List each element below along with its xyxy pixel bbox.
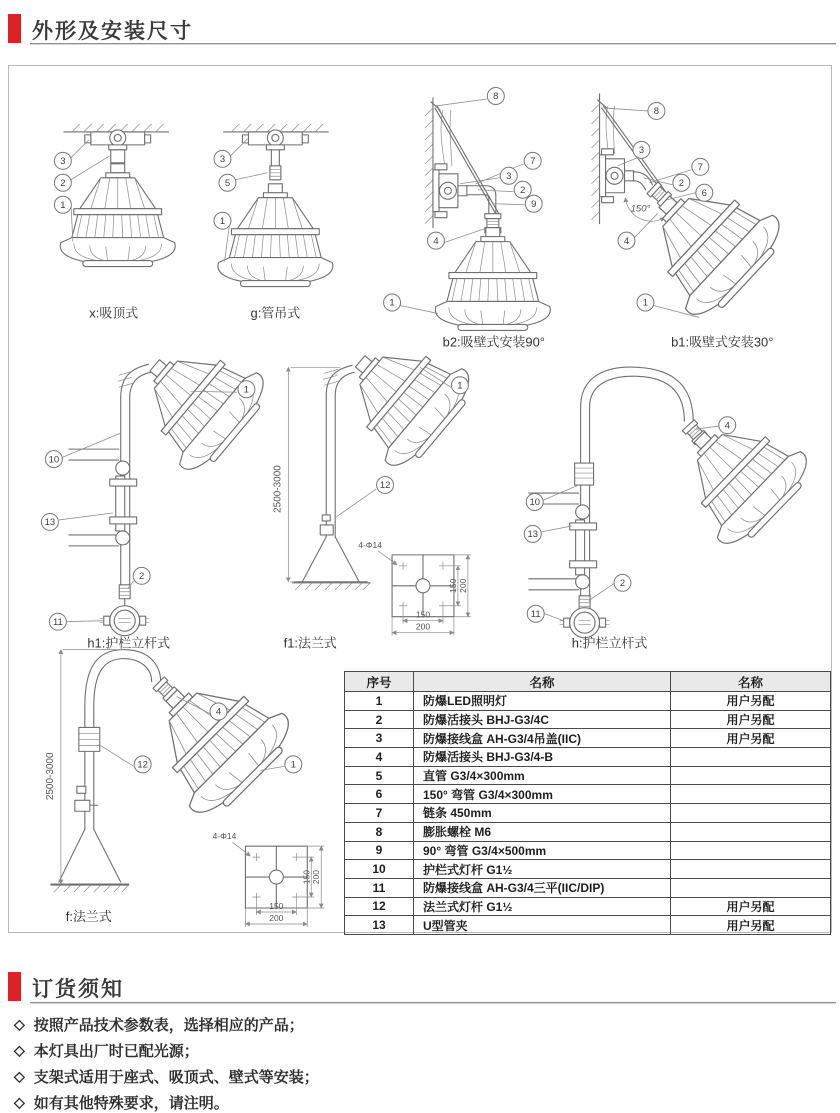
- diamond-bullet: ◇: [14, 1042, 25, 1058]
- flange-holes-label: 4-Φ14: [358, 539, 382, 550]
- diagram-caption: g:管吊式: [250, 305, 301, 321]
- callout: [527, 605, 544, 622]
- col-header: 序号: [345, 672, 414, 692]
- callout: [524, 152, 541, 169]
- svg-text:11: 11: [530, 608, 541, 620]
- svg-text:5: 5: [224, 177, 231, 189]
- callout: [133, 567, 150, 584]
- svg-text:1: 1: [219, 215, 226, 227]
- diagram-caption: b2:吸壁式安装90°: [442, 334, 546, 350]
- callout: [377, 477, 394, 494]
- svg-text:3: 3: [506, 170, 512, 182]
- diagram-h1-guardrail-pole: [41, 319, 276, 651]
- callout: [648, 102, 665, 119]
- callout: [45, 451, 62, 468]
- svg-text:1: 1: [389, 297, 395, 309]
- callout: [41, 513, 58, 530]
- callout: [618, 232, 635, 249]
- callout: [614, 574, 631, 591]
- diagram-caption: h1:护栏立杆式: [87, 635, 171, 651]
- note-item: [14, 1092, 229, 1113]
- diamond-bullet: ◇: [14, 1094, 25, 1110]
- note-item: [14, 1014, 304, 1035]
- col-header: 名称: [414, 672, 671, 692]
- svg-text:9: 9: [531, 198, 537, 210]
- ground-hatch: [292, 583, 370, 590]
- junction-box-drawing: [85, 130, 151, 150]
- guardrail-clamp-drawing: [69, 449, 137, 546]
- ordering-notes-title: 订货须知: [32, 978, 124, 1001]
- diagram-g-pipe-pendant: [214, 124, 333, 321]
- connector-drawing: [270, 166, 281, 180]
- junction-box-drawing: [100, 606, 150, 636]
- svg-text:2: 2: [139, 571, 145, 583]
- svg-text:12: 12: [379, 480, 391, 492]
- svg-text:4: 4: [215, 706, 222, 718]
- diagram-caption: f:法兰式: [65, 908, 112, 924]
- callout: [219, 174, 236, 191]
- svg-text:4: 4: [623, 235, 630, 247]
- wall-hatch: [592, 94, 600, 224]
- junction-box-drawing: [600, 149, 634, 203]
- callout: [526, 494, 543, 511]
- svg-text:8: 8: [653, 106, 660, 118]
- svg-text:3: 3: [638, 145, 645, 157]
- lamp-drawing: [125, 649, 302, 826]
- svg-text:3: 3: [60, 156, 66, 168]
- svg-text:8: 8: [493, 91, 499, 103]
- accent-bar: [8, 14, 21, 43]
- parts-table: [344, 671, 831, 935]
- svg-text:1: 1: [60, 199, 66, 211]
- callout: [487, 88, 504, 105]
- callout: [427, 232, 444, 249]
- ordering-underline-shadow: [30, 1003, 836, 1004]
- note-text: 支架式适用于座式、吸顶式、壁式等安装；: [33, 1069, 319, 1086]
- diagram-caption: b1:吸壁式安装30°: [671, 334, 774, 350]
- callout: [49, 613, 66, 630]
- page-title: 外形及安装尺寸: [32, 20, 193, 43]
- callout: [696, 184, 713, 201]
- svg-text:1: 1: [243, 384, 250, 396]
- diamond-bullet: ◇: [14, 1016, 25, 1032]
- flange-dim: 200: [311, 870, 322, 885]
- callout: [514, 181, 531, 198]
- flange-dim: 150: [415, 609, 431, 620]
- svg-text:3: 3: [219, 154, 226, 166]
- diagram-f1-flange-pole: [272, 315, 481, 651]
- svg-text:7: 7: [530, 156, 536, 168]
- wall-hatch: [425, 98, 433, 228]
- flange-dim: 150: [301, 870, 312, 885]
- diagram-h-guardrail-pole: [524, 367, 819, 651]
- flange-dim: 200: [415, 621, 431, 632]
- callout: [238, 381, 255, 398]
- note-text: 本灯具出厂时已配光源；: [33, 1043, 199, 1060]
- table-row: 3 防爆接线盒 AH-G3/4吊盖(IIC) 用户另配: [345, 729, 831, 748]
- callout: [524, 525, 541, 542]
- table-row: 8 膨胀螺栓 M6: [345, 822, 831, 841]
- flange-holes-label: 4-Φ14: [212, 831, 237, 842]
- lamp-drawing: [435, 228, 550, 331]
- height-dimension: 2500-3000: [44, 752, 56, 801]
- callout: [210, 703, 227, 720]
- col-header: 名称: [671, 672, 831, 692]
- table-row: 11 防爆接线盒 AH-G3/4三平(IIC/DIP): [345, 878, 831, 897]
- note-text: 如有其他特殊要求，请注明。: [33, 1095, 229, 1112]
- angle-label: 150°: [630, 203, 651, 215]
- flange-detail-drawing: [245, 846, 324, 927]
- callout: [384, 294, 401, 311]
- table-row: 10 护栏式灯杆 G1½: [345, 860, 831, 879]
- svg-text:11: 11: [52, 616, 63, 628]
- diagram-panel: [8, 65, 832, 933]
- callout: [673, 174, 690, 191]
- table-row: 9 90° 弯管 G3/4×500mm: [345, 841, 831, 860]
- table-header-row: [345, 672, 831, 692]
- flange-dim: 200: [269, 912, 284, 923]
- diagram-caption: h:护栏立杆式: [571, 635, 648, 651]
- flange-dim: 150: [269, 901, 284, 912]
- callout: [719, 417, 736, 434]
- accent-bar: [8, 972, 21, 1001]
- height-dimension: 2500-3000: [272, 465, 284, 513]
- svg-text:10: 10: [48, 454, 60, 466]
- table-row: 1 防爆LED照明灯 用户另配: [345, 692, 831, 711]
- lamp-drawing: [116, 319, 276, 481]
- svg-text:13: 13: [44, 517, 56, 529]
- callout: [633, 141, 650, 158]
- svg-text:1: 1: [290, 759, 296, 771]
- callout: [451, 377, 468, 394]
- junction-box-drawing: [433, 164, 467, 218]
- svg-text:4: 4: [724, 420, 730, 432]
- svg-text:12: 12: [137, 759, 148, 771]
- lamp-drawing: [657, 394, 818, 556]
- connector-drawing: [119, 585, 130, 599]
- flange-detail-drawing: [392, 555, 471, 636]
- callout: [54, 196, 71, 213]
- svg-text:2: 2: [520, 184, 526, 196]
- note-item: [14, 1040, 199, 1061]
- callout: [637, 294, 654, 311]
- svg-text:2: 2: [678, 177, 685, 189]
- svg-text:13: 13: [527, 529, 538, 541]
- callout: [692, 158, 709, 175]
- note-item: [14, 1066, 319, 1087]
- ground-hatch: [51, 885, 129, 892]
- svg-text:1: 1: [642, 297, 649, 309]
- diagram-b1-wall-30: [592, 94, 793, 349]
- table-row: 13 U型管夹 用户另配: [345, 916, 831, 935]
- table-row: 4 防爆活接头 BHJ-G3/4-B: [345, 748, 831, 767]
- junction-box-drawing: [242, 130, 308, 150]
- svg-text:1: 1: [457, 380, 463, 392]
- table-row: 5 直管 G3/4×300mm: [345, 766, 831, 785]
- title-underline-shadow: [30, 44, 836, 45]
- svg-text:2: 2: [60, 177, 66, 189]
- callout: [134, 756, 151, 773]
- table-row: 7 链条 450mm: [345, 804, 831, 823]
- svg-text:4: 4: [433, 235, 439, 247]
- junction-box-drawing: [560, 608, 610, 638]
- table-row: 2 防爆活接头 BHJ-G3/4C 用户另配: [345, 710, 831, 729]
- callout: [54, 152, 71, 169]
- table-row: 6 150° 弯管 G3/4×300mm: [345, 785, 831, 804]
- callout: [214, 150, 231, 167]
- callout: [214, 212, 231, 229]
- callout: [54, 174, 71, 191]
- svg-text:7: 7: [697, 162, 703, 174]
- lamp-drawing: [60, 164, 175, 267]
- callout: [285, 756, 302, 773]
- flange-dim: 200: [457, 578, 468, 593]
- diamond-bullet: ◇: [14, 1068, 25, 1084]
- note-text: 按照产品技术参数表，选择相应的产品；: [33, 1017, 304, 1034]
- svg-text:10: 10: [529, 497, 540, 509]
- diagram-x-ceiling-mount: [54, 124, 175, 321]
- lamp-drawing: [218, 184, 333, 287]
- diagram-caption: f1:法兰式: [283, 635, 337, 651]
- diagram-f-flange-pole: [45, 649, 324, 927]
- svg-text:6: 6: [701, 187, 707, 199]
- svg-text:2: 2: [619, 577, 626, 589]
- diagram-caption: x:吸顶式: [89, 305, 139, 321]
- flange-dim: 150: [447, 578, 458, 593]
- callout: [500, 167, 517, 184]
- table-row: 12 法兰式灯杆 G1½ 用户另配: [345, 897, 831, 916]
- diagram-b2-wall-90: [384, 88, 551, 350]
- callout: [525, 195, 542, 212]
